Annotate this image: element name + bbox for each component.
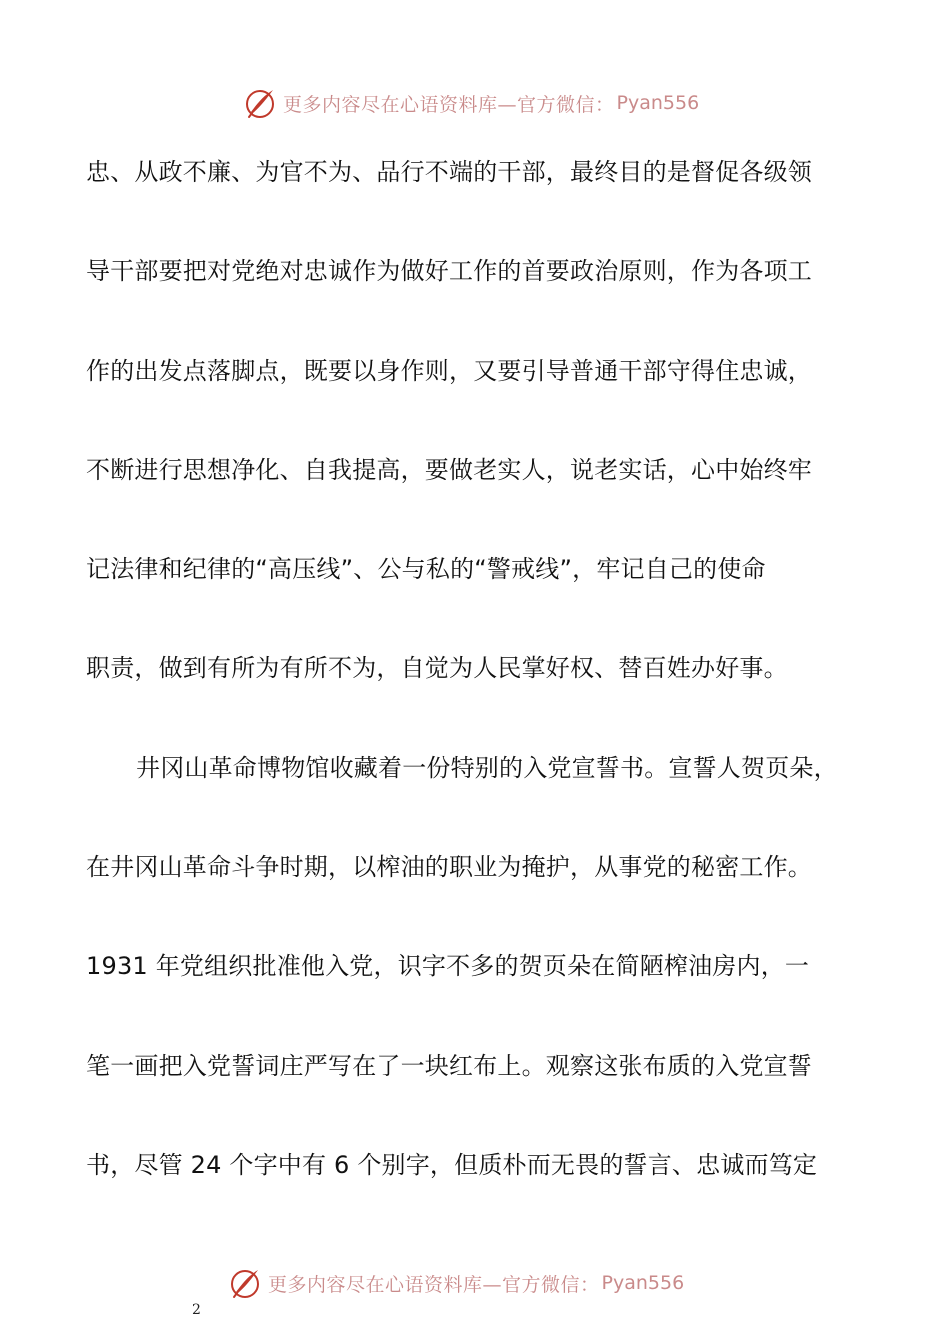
watermark-handle: Pyan556 — [601, 1272, 685, 1294]
text-line: 作的出发点落脚点，既要以身作则，又要引导普通干部守得住忠诚， — [86, 356, 812, 385]
text-line: 导干部要把对党绝对忠诚作为做好工作的首要政治原则，作为各项工 — [86, 257, 812, 286]
quill-logo-icon — [228, 1266, 262, 1300]
text-line: 笔一画把入党誓词庄严写在了一块红布上。观察这张布质的入党宣誓 — [86, 1051, 812, 1080]
text-line: 书，尽管 24 个字中有 6 个别字，但质朴而无畏的誓言、忠诚而笃定 — [86, 1150, 818, 1179]
watermark-text: 更多内容尽在心语资料库—官方微信： — [283, 93, 615, 116]
text-line: 1931 年党组织批准他入党，识字不多的贺页朵在简陋榨油房内，一 — [86, 952, 810, 981]
footer-watermark — [228, 1266, 684, 1300]
text-line: 忠、从政不廉、为官不为、品行不端的干部，最终目的是督促各级领 — [86, 158, 812, 186]
header-watermark — [243, 86, 699, 120]
page-number: 2 — [192, 1302, 201, 1318]
watermark-text: 更多内容尽在心语资料库—官方微信： — [268, 1273, 600, 1296]
document-body — [86, 145, 876, 1237]
quill-logo-icon — [243, 86, 277, 120]
watermark-handle: Pyan556 — [616, 92, 700, 114]
text-line: 在井冈山革命斗争时期，以榨油的职业为掩护，从事党的秘密工作。 — [86, 853, 812, 882]
text-line: 职责，做到有所为有所不为，自觉为人民掌好权、替百姓办好事。 — [86, 654, 788, 683]
paragraph-start-line: 井冈山革命博物馆收藏着一份特别的入党宣誓书。宣誓人贺页朵， — [136, 753, 838, 782]
text-line: 记法律和纪律的“高压线”、公与私的“警戒线”，牢记自己的使命 — [86, 555, 766, 584]
text-line: 不断进行思想净化、自我提高，要做老实人，说老实话，心中始终牢 — [86, 455, 812, 484]
